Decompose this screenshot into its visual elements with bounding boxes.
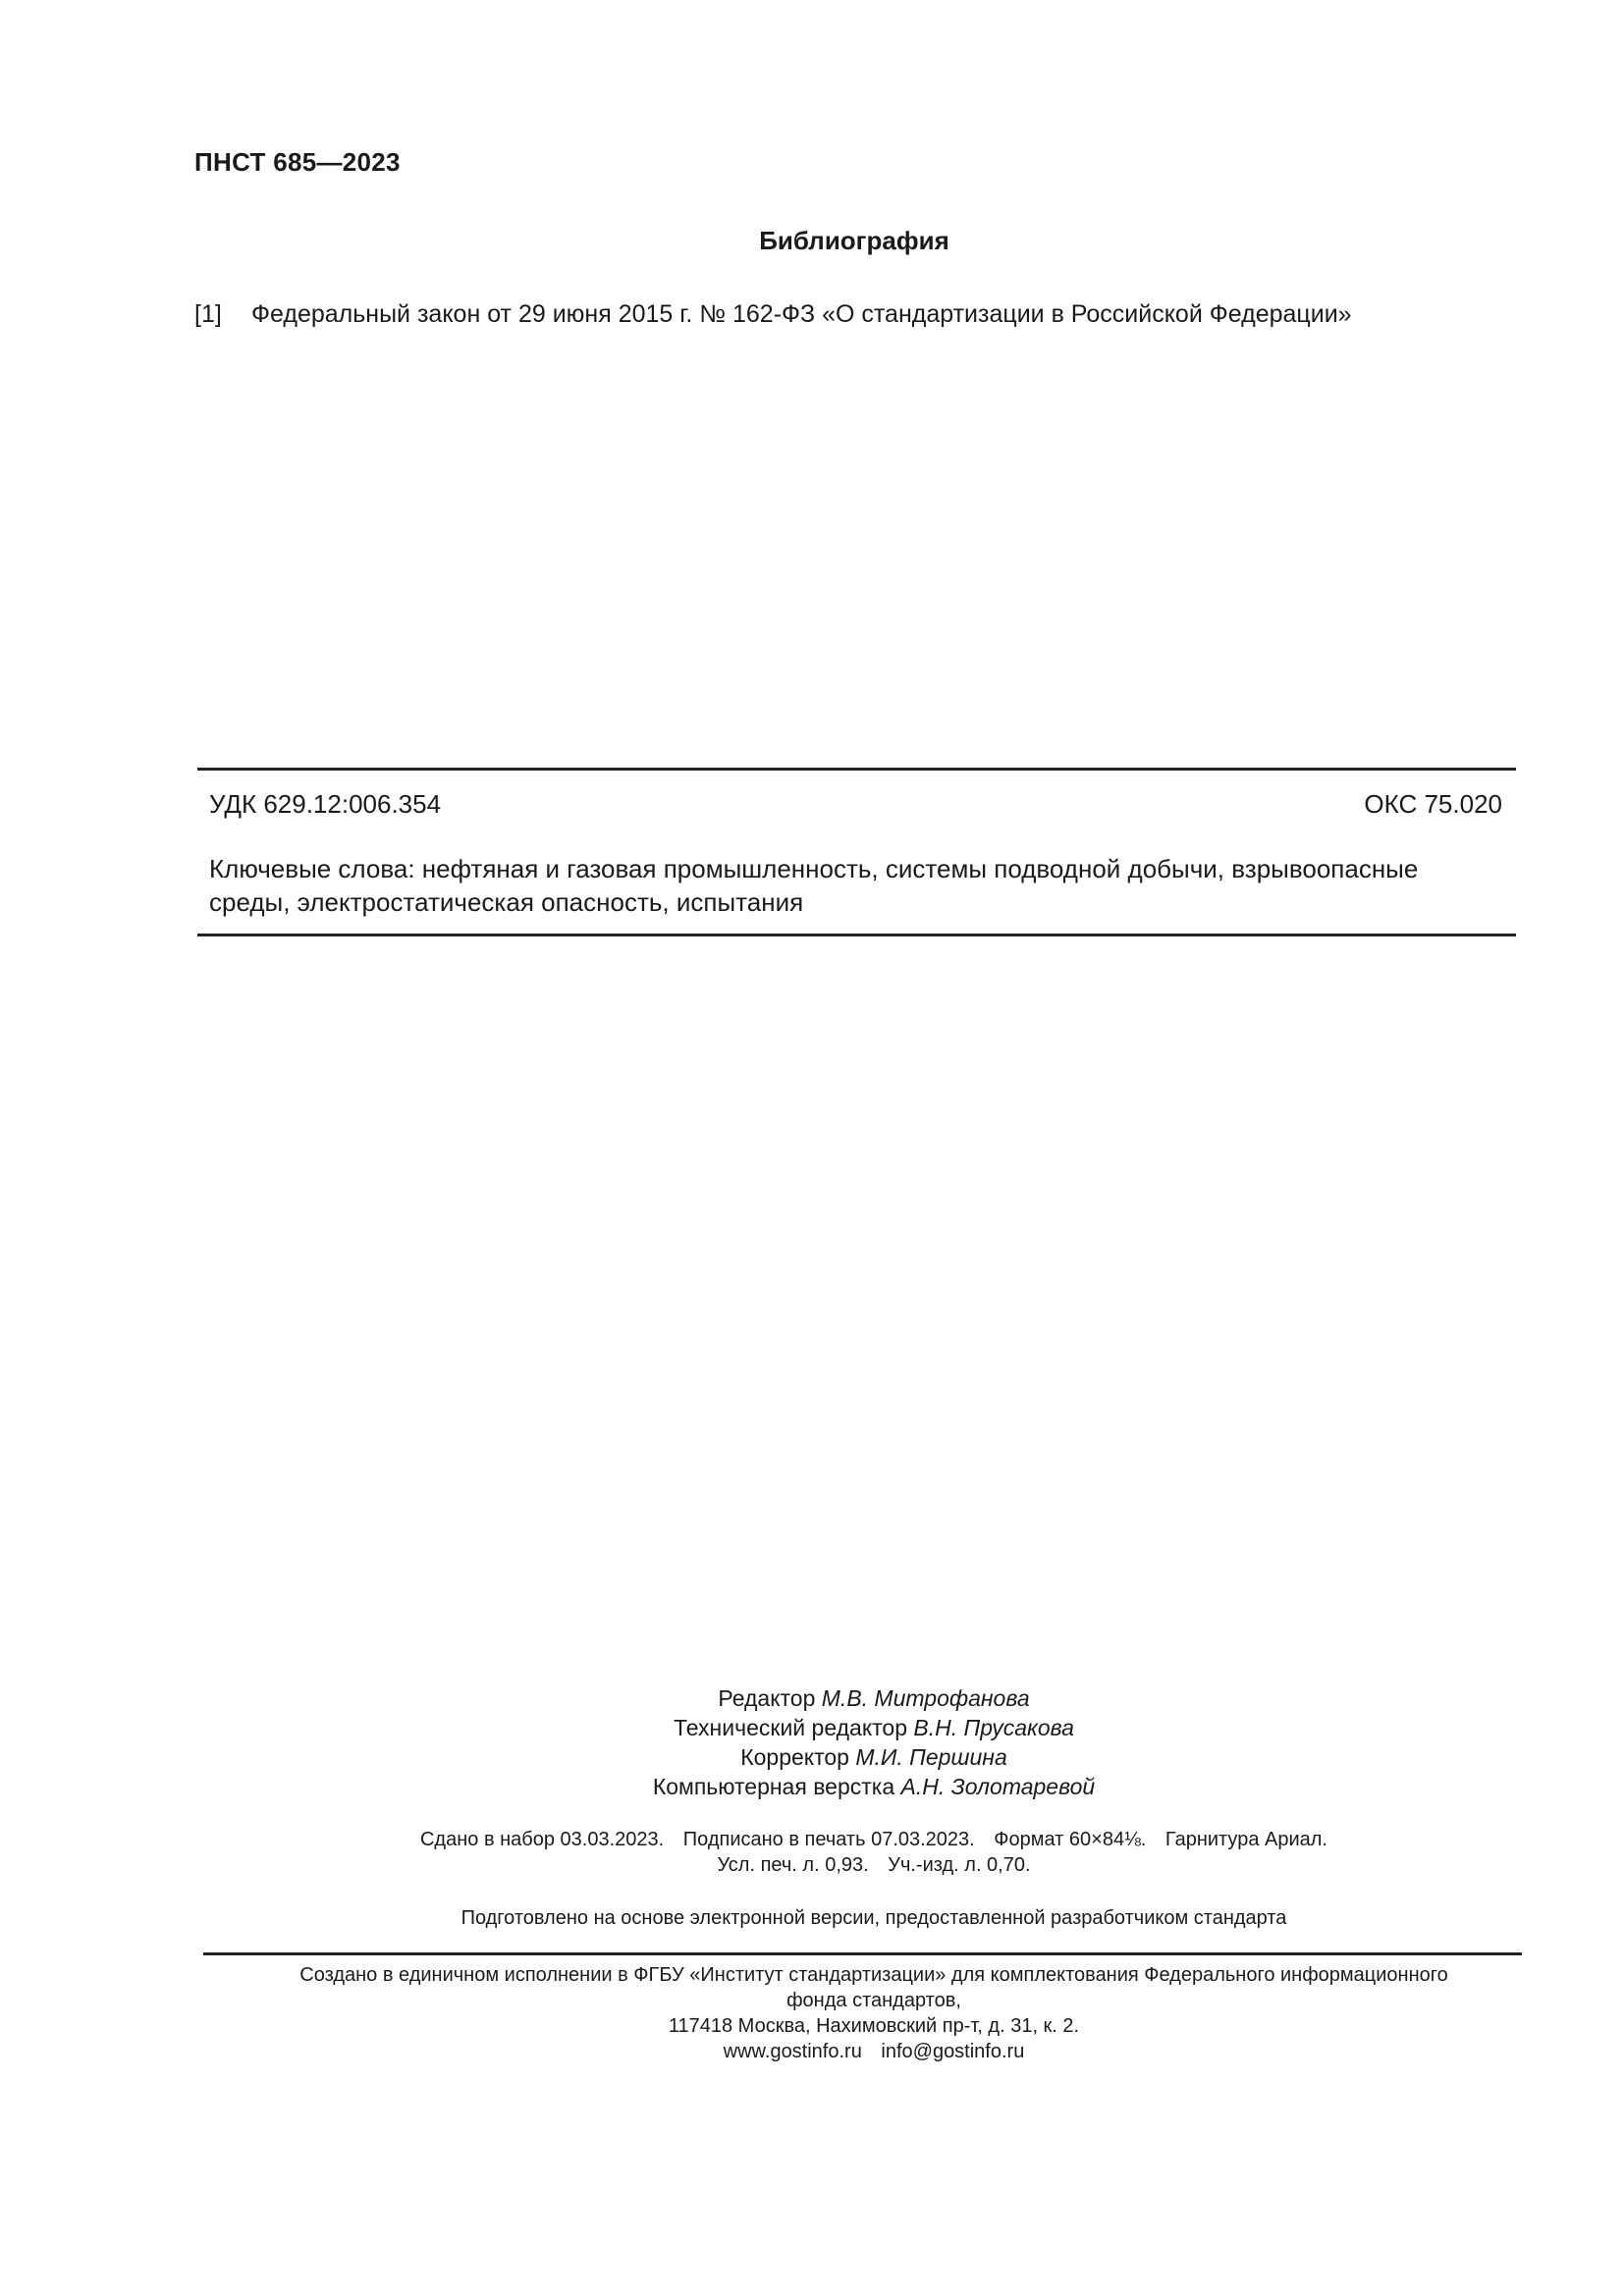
credit-proofreader xyxy=(0,1742,1624,1772)
footer-address: 117418 Москва, Нахимовский пр-т, д. 31, к. 2. xyxy=(668,2015,1080,2037)
credit-editor xyxy=(0,1683,1624,1713)
credit-person: В.Н. Прусакова xyxy=(913,1715,1074,1740)
imprint-block xyxy=(0,1827,1624,1878)
bibliography-item-number: [1] xyxy=(194,300,222,328)
keywords xyxy=(209,852,1505,919)
footer-email-link[interactable]: info@gostinfo.ru xyxy=(881,2041,1025,2062)
keywords-line-1: Ключевые слова: нефтяная и газовая промышленность, системы подводной добычи, взрывоопасные xyxy=(209,854,1419,883)
credit-person: М.И. Першина xyxy=(855,1744,1007,1770)
footer-line-2: фонда стандартов, xyxy=(786,1990,961,2011)
prepared-note: Подготовлено на основе электронной версии, предоставленной разработчиком стандарта xyxy=(460,1907,1287,1929)
credit-role: Технический редактор xyxy=(674,1715,908,1740)
publisher-footer xyxy=(0,1962,1624,2064)
footer-contacts xyxy=(0,2039,1624,2064)
imprint-line-1 xyxy=(0,1827,1624,1852)
keywords-line-2: среды, электростатическая опасность, испытания xyxy=(209,887,804,917)
credit-tech-editor xyxy=(0,1713,1624,1742)
credit-person: А.Н. Золотаревой xyxy=(900,1774,1096,1799)
imprint-signed: Подписано в печать 07.03.2023. xyxy=(682,1829,975,1850)
imprint-print-sheets: Усл. печ. л. 0,93. xyxy=(717,1854,869,1876)
divider-middle xyxy=(197,934,1516,936)
credit-role: Редактор xyxy=(718,1685,816,1711)
imprint-typeface: Гарнитура Ариал. xyxy=(1164,1829,1327,1850)
imprint-submitted: Сдано в набор 03.03.2023. xyxy=(419,1829,665,1850)
footer-website-link[interactable]: www.gostinfo.ru xyxy=(723,2041,862,2062)
imprint-edition-sheets: Уч.-изд. л. 0,70. xyxy=(888,1854,1031,1876)
footer-line-1: Создано в единичном исполнении в ФГБУ «Институт стандартизации» для комплектования Федерального информационного xyxy=(299,1964,1448,1986)
udk-code: УДК 629.12:006.354 xyxy=(209,789,442,819)
divider-bottom xyxy=(203,1952,1522,1955)
bibliography-title: Библиография xyxy=(759,226,949,255)
oks-code: ОКС 75.020 xyxy=(1364,789,1502,819)
credit-layout xyxy=(0,1772,1624,1801)
imprint-line-2 xyxy=(0,1852,1624,1878)
bibliography-item xyxy=(194,300,1510,329)
credit-role: Компьютерная верстка xyxy=(652,1774,895,1799)
divider-top xyxy=(197,768,1516,771)
credit-role: Корректор xyxy=(740,1744,849,1770)
bibliography-item-text: Федеральный закон от 29 июня 2015 г. № 162-ФЗ «О стандартизации в Российской Федерации» xyxy=(251,300,1352,328)
document-id: ПНСТ 685—2023 xyxy=(194,147,401,177)
imprint-format: Формат 60×84⅛. xyxy=(994,1829,1147,1850)
credit-person: М.В. Митрофанова xyxy=(821,1685,1030,1711)
credits-block xyxy=(0,1683,1624,1801)
